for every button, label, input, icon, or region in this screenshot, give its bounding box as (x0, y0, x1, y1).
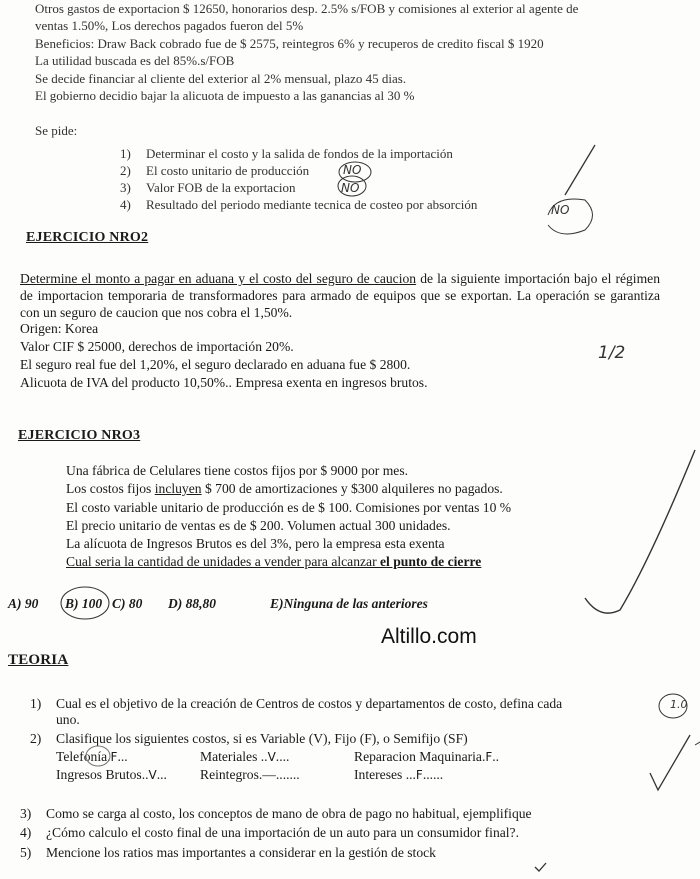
cost-answer: V (148, 768, 157, 782)
option-a: A) 90 (8, 596, 39, 611)
cost-dots: ... (117, 749, 128, 764)
cost-label: Intereses ... (354, 767, 416, 782)
ej1-line: La utilidad buscada es del 85%.s/FOB (35, 53, 235, 68)
cost-answer: — (262, 767, 276, 782)
item-number: 1) (120, 146, 131, 161)
cost-dots: .... (275, 749, 290, 764)
ej1-line: Se decide financiar al cliente del exterior al 2% mensual, plazo 45 dias. (35, 71, 407, 86)
ej1-line: El gobierno decidio bajar la alicuota de impuesto a las ganancias al 30 % (35, 88, 415, 103)
cost-item (56, 766, 167, 784)
option-c: C) 80 (112, 596, 143, 611)
ej3-question (66, 553, 481, 570)
ej2-title: EJERCICIO NRO2 (26, 230, 149, 245)
teoria-q1 (30, 695, 562, 712)
item-number: 2) (120, 163, 131, 178)
ej1-item (120, 145, 453, 162)
teoria-q1-cont: uno. (56, 712, 80, 727)
se-pide-label: Se pide: (35, 123, 78, 138)
teoria-q4 (20, 824, 519, 841)
check-mark-icon (695, 741, 700, 745)
check-mark-icon (650, 735, 690, 790)
ej2-intro-underlined: Determine el monto a pagar en aduana y el costo del seguro de caucion (20, 271, 417, 286)
ej2-line: Valor CIF $ 25000, derechos de importación 20%. (20, 339, 294, 354)
ej1-line: Beneficios: Draw Back cobrado fue de $ 2575, reintegros 6% y recuperos de credito fiscal $ 1920 (35, 36, 544, 51)
check-mark-icon (585, 450, 695, 613)
cost-answer: F (110, 750, 118, 764)
text-bold: el punto de cierre (380, 554, 482, 569)
ej1-line: Otros gastos de exportacion $ 12650, honorarios desp. 2.5% s/FOB y comisiones al exterior al agente de (35, 1, 579, 16)
cost-answer: F (485, 750, 493, 764)
ej3-line: El precio unitario de ventas es de $ 200. Volumen actual 300 unidades. (66, 518, 451, 533)
cost-label: Materiales .. (200, 749, 268, 764)
item-text: El costo unitario de producción (146, 163, 310, 178)
item-text: Resultado del periodo mediante tecnica de costeo por absorción (146, 197, 478, 212)
ej1-item (120, 162, 309, 179)
q-text: Cual es el objetivo de la creación de Centros de costos y departamentos de costo, defina cada (56, 696, 563, 711)
cost-label: Reparacion Maquinaria. (354, 749, 486, 764)
cost-label: Ingresos Brutos.. (56, 767, 149, 782)
q-number: 1) (30, 696, 42, 711)
q-text: Clasifique los siguientes costos, si es Variable (V), Fijo (F), o Semifijo (SF) (56, 731, 468, 746)
item-number: 4) (120, 197, 131, 212)
option-d: D) 88,80 (168, 596, 216, 611)
q-text: ¿Cómo calculo el costo final de una importación de un auto para un consumidor final?. (46, 825, 519, 840)
cost-dots: ...... (422, 767, 444, 782)
item-number: 3) (120, 180, 131, 195)
watermark: Altillo.com (381, 625, 477, 648)
handwritten-no-mark: NO (551, 203, 570, 217)
q-text: Como se carga al costo, los conceptos de mano de obra de pago no habitual, ejemplifique (46, 806, 532, 821)
cost-label: Reintegros. (200, 767, 263, 782)
handwritten-no-mark: NO (341, 181, 360, 195)
text-underlined: incluyen (154, 481, 202, 496)
ej2-line: Origen: Korea (20, 321, 99, 336)
text: Los costos fijos (66, 481, 155, 496)
item-text: Valor FOB de la exportacion (146, 180, 296, 195)
q-number: 3) (20, 806, 32, 821)
q-text: Mencione los ratios mas importantes a considerar en la gestión de stock (46, 845, 436, 860)
ej1-item (120, 196, 477, 213)
cost-answer: F (415, 768, 423, 782)
ej3-line (66, 480, 503, 497)
ej3-line: Una fábrica de Celulares tiene costos fijos por $ 9000 por mes. (66, 463, 409, 478)
ej3-title: EJERCICIO NRO3 (18, 428, 141, 443)
ej2-intro (20, 270, 660, 321)
ej1-item (120, 179, 295, 196)
teoria-q3 (20, 805, 532, 822)
handwritten-score: 1.0 (670, 698, 688, 711)
cost-dots: .. (492, 749, 500, 764)
ej2-line: El seguro real fue del 1,20%, el seguro declarado en aduana fue $ 2800. (20, 357, 411, 372)
cost-dots: ... (156, 767, 167, 782)
option-e: E)Ninguna de las anteriores (270, 596, 428, 611)
ej2-line: Alicuota de IVA del producto 10,50%.. Empresa exenta en ingresos brutos. (20, 375, 428, 390)
handwritten-score: 1/2 (598, 343, 626, 363)
teoria-title: TEORIA (8, 652, 69, 668)
ej3-line: La alícuota de Ingresos Brutos es del 3%, pero la empresa esta exenta (66, 536, 445, 551)
teoria-q2 (30, 730, 468, 747)
check-mark-icon (535, 863, 546, 871)
cost-answer: V (267, 750, 276, 764)
teoria-q5 (20, 844, 436, 861)
cost-dots: ....... (275, 767, 300, 782)
q-number: 4) (20, 825, 32, 840)
text: $ 700 de amortizaciones y $300 alquileres no pagados. (201, 481, 503, 496)
cost-item (354, 748, 499, 766)
check-mark-icon (565, 145, 595, 195)
q-number: 5) (20, 845, 32, 860)
option-b: B) 100 (65, 596, 103, 611)
q-number: 2) (30, 731, 42, 746)
text: Cual seria la cantidad de unidades a vender para alcanzar (66, 554, 381, 569)
cost-item (200, 766, 300, 783)
cost-item (56, 748, 128, 766)
cost-item (354, 766, 443, 784)
cost-item (200, 748, 289, 766)
item-text: Determinar el costo y la salida de fondos de la importación (146, 146, 453, 161)
ej2-intro-rest: de la siguiente importación bajo el régimen de importacion temporaria de transformadores para armado de equipos que se exportan. La operación se garantiza con un seguro de caucion que nos cobra el 1,50%. (20, 271, 660, 320)
ej3-line: El costo variable unitario de producción es de $ 100. Comisiones por ventas 10 % (66, 500, 512, 515)
cost-label: Telefonía. (56, 749, 111, 764)
ej1-line: ventas 1.50%, Los derechos pagados fueron del 5% (35, 18, 304, 33)
handwritten-no-mark: NO (343, 163, 362, 177)
